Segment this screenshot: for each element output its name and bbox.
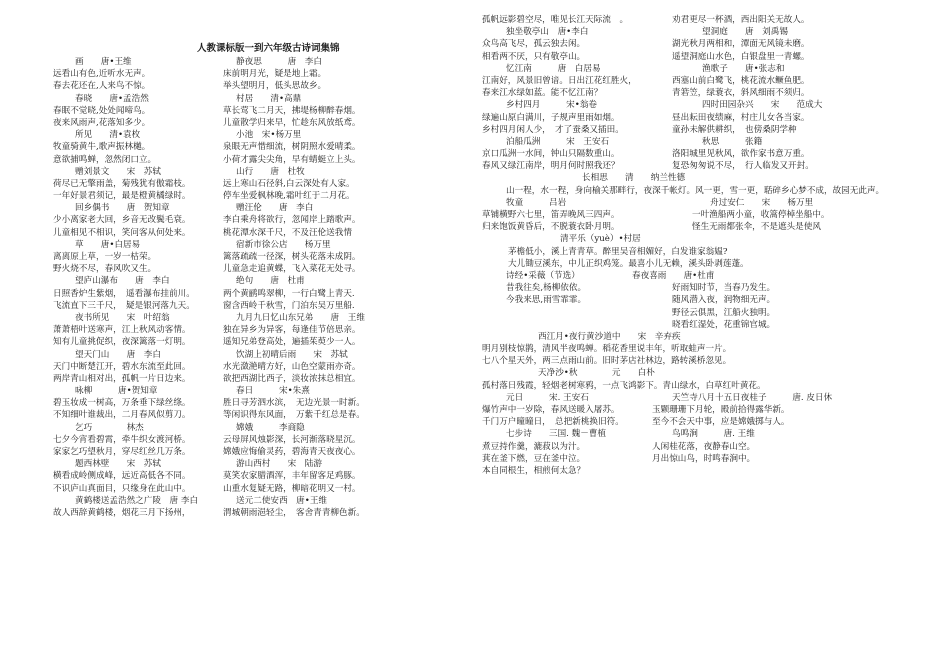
poem-line: [482, 160, 894, 172]
poem-text: 明月别枝惊鹊，清风半夜鸣蝉。稻花香里说丰年，听取蛙声一片。: [482, 344, 732, 355]
poem-text: 天净沙•秋 元 白朴: [538, 368, 655, 379]
poem-text-left: 昔我往矣,杨柳依依。: [506, 283, 587, 294]
poem-text-left: 诗经•采薇（节选）: [506, 270, 580, 281]
poem-text-left: 千门万户曈曈日， 总把新桃换旧符。: [482, 417, 624, 428]
poem-line: [53, 458, 440, 470]
poem-text-right: 望洞庭 唐 刘禹锡: [702, 27, 788, 38]
poem-line: [53, 105, 440, 117]
poem-text-left: 众鸟高飞尽，孤云独去闲。: [482, 39, 586, 50]
poem-text-left: 七步诗 三国. 魏－曹植: [506, 429, 606, 440]
poem-text-left: 爆竹声中一岁除，春风送暖入屠苏。: [482, 405, 620, 416]
poem-text-left: 儿童相见不相识，笑问客从何处来。: [53, 227, 191, 238]
poem-text-right: 草长莺飞二月天，拂堤杨柳醉春烟。: [223, 105, 361, 116]
poem-line: [482, 331, 894, 343]
poem-text-left: 萧萧梧叶送寒声，江上秋风动客情。: [53, 325, 191, 336]
poem-line: [53, 495, 440, 507]
poem-text-left: 春眠不觉晓,处处闻啼鸟。: [53, 105, 151, 116]
poem-line: [482, 124, 894, 136]
poem-line: [482, 14, 894, 26]
poem-text-right: 窗含西岭千秋雪，门泊东吴万里船.: [223, 300, 355, 311]
poem-line: [482, 172, 894, 184]
poem-text-left: 家家乞巧望秋月，穿尽红丝几万条。: [53, 447, 191, 457]
poem-text-right: 舟过安仁 宋 杨万里: [710, 197, 814, 208]
poem-text-right: 一叶渔船两小童，收篙停棹坐船中。: [692, 210, 830, 221]
poem-text: 孤村落日残霞，轻烟老树寒鸦，一点飞鸿影下。青山绿水，白草红叶黄花。: [482, 380, 766, 391]
poem-line: [53, 80, 440, 92]
poem-text-right: 秋思 张籍: [702, 136, 763, 147]
poem-line: [53, 178, 440, 190]
poem-text: 七八个星天外，两三点雨山前。旧时茅店社林边，路转溪桥忽见。: [482, 356, 732, 367]
poem-text-left: 黄鹤楼送孟浩然之广陵 唐 李白: [75, 495, 199, 506]
poem-line: [53, 300, 440, 312]
poem-text-left: 孤帆远影碧空尽，唯见长江天际流 。: [482, 15, 629, 25]
poem-line: [53, 56, 440, 68]
poem-text: 山一程，水一程，身向榆关那畔行，夜深千帐灯。风一更，雪一更，聒碎乡心梦不成，故园无此声。: [506, 185, 885, 196]
poem-text-right: 渔歌子 唐•张志和: [702, 63, 785, 74]
poem-text-right: 嫦娥应悔偷灵药，碧海青天夜夜心。: [223, 447, 361, 457]
poem-line: [53, 288, 440, 300]
poem-text: 西江月•夜行黄沙道中 宋 辛弃疾: [538, 331, 681, 342]
poem-line: [482, 416, 894, 428]
poem-line: [482, 99, 894, 111]
poem-line: [482, 38, 894, 50]
poem-line: [482, 380, 894, 392]
poem-text-left: 两岸青山相对出，孤帆一片日边来。: [53, 373, 191, 384]
poem-line: [53, 397, 440, 409]
poem-text-right: 月出惊山鸟，时鸣春涧中。: [652, 453, 756, 464]
poem-text-left: 知有儿童挑促织，夜深篱落一灯明。: [53, 337, 191, 348]
poem-line: [53, 117, 440, 129]
poem-text-left: 独坐敬亭山 唐•李白: [506, 27, 589, 38]
poem-text-right: 泉眼无声惜细流，树阴照水爱晴柔。: [223, 142, 361, 153]
poem-line: [482, 319, 894, 331]
poem-line: [482, 282, 894, 294]
poem-text-right: 好雨知时节，当春乃发生。: [672, 283, 776, 294]
poem-text-left: 春来江水绿如蓝。能不忆江南？: [482, 88, 603, 99]
right-column: [482, 14, 894, 477]
poem-text-left: 所见 清•袁枚: [75, 130, 141, 141]
poem-line: [53, 434, 440, 446]
poem-text-right: 两个黄鹂鸣翠柳，一行白鹭上青天.: [223, 288, 355, 299]
poem-line: [53, 275, 440, 287]
poem-text-right: 春夜喜雨 唐•杜甫: [632, 270, 715, 281]
poem-text-left: 望天门山 唐 李白: [75, 349, 161, 360]
poem-text-right: 渭城朝雨浥轻尘， 客舍青青柳色新。: [223, 507, 365, 518]
poem-line: [482, 367, 894, 379]
poem-text: 清平乐（yuè）•村居: [560, 234, 641, 245]
poem-text-right: 山行 唐 杜牧: [236, 166, 305, 177]
poem-text-right: 人闲桂花落，夜静春山空。: [652, 441, 756, 452]
poem-text-left: 乡村四月 宋•翁卷: [506, 100, 598, 111]
poem-line: [53, 68, 440, 80]
poem-paragraph: [482, 185, 894, 197]
poem-text-right: 莫笑农家腊酒浑，丰年留客足鸡豚。: [223, 471, 361, 482]
poem-line: [53, 251, 440, 263]
poem-text: 茅檐低小，溪上青青草。醉里吴音相媚好，白发谁家翁媪?: [508, 246, 728, 257]
poem-line: [53, 446, 440, 458]
poem-text-right: 至今不会天中事，应是嫦娥掷与人。: [652, 417, 790, 428]
poem-line: [482, 26, 894, 38]
poem-text-left: 春晓 唐•孟浩然: [75, 93, 149, 104]
poem-text-left: 野火烧不尽，春风吹又生。: [53, 264, 157, 275]
poem-line: [53, 324, 440, 336]
poem-text-right: 水光潋滟晴方好，山色空蒙雨亦奇。: [223, 361, 361, 372]
poem-text-right: 桃花潭水深千尺，不及汪伦送我情: [223, 227, 352, 238]
poem-line: [482, 197, 894, 209]
poem-line: [53, 227, 440, 239]
poem-line: [482, 63, 894, 75]
poem-line: [482, 294, 894, 306]
poem-text: 长相思 清 纳兰性德: [582, 173, 686, 184]
poem-text-right: 床前明月光，疑是地上霜。: [223, 69, 327, 80]
poem-line: [482, 453, 894, 465]
poem-text-right: 小池 宋•杨万里: [236, 130, 302, 141]
document-title: 人教课标版一到六年级古诗词集锦: [197, 43, 340, 54]
poem-line: [482, 441, 894, 453]
poem-text-right: 小荷才露尖尖角，早有蜻蜓立上头。: [223, 154, 361, 165]
poem-text-left: 望庐山瀑布 唐 李白: [75, 276, 170, 287]
left-column: [53, 56, 440, 519]
poem-text-left: 夜书所见 宋 叶绍翁: [75, 312, 170, 323]
poem-line: [482, 148, 894, 160]
poem-text-left: 一年好景君须记，最是橙黄橘绿时。: [53, 191, 191, 202]
poem-text-right: 儿童散学归来早，忙趁东风放纸鸢。: [223, 117, 361, 128]
poem-text-left: 萁在釜下燃，豆在釜中泣。: [482, 453, 586, 464]
poem-line: [482, 270, 894, 282]
poem-text-right: 饮湖上初晴后雨 宋 苏轼: [236, 349, 348, 360]
poem-text-right: 篱落疏疏一径深，树头花落未成阴。: [223, 252, 361, 262]
poem-line: [482, 75, 894, 87]
poem-text-right: 湖光秋月两相和，潭面无风镜未磨。: [672, 39, 810, 50]
poem-line: [53, 385, 440, 397]
poem-text-left: 相看两不厌，只有敬亭山。: [482, 51, 586, 62]
poem-text-left: 碧玉妆成一树高，万条垂下绿丝绦。: [53, 398, 191, 409]
poem-line: [53, 166, 440, 178]
poem-line: [53, 141, 440, 153]
poem-text-left: 归来饱饭黄昏后，不脱蓑衣卧月明。: [482, 222, 620, 233]
poem-text-right: 复恐匆匆说不尽， 行人临发又开封。: [672, 161, 814, 172]
poem-line: [53, 507, 440, 519]
poem-text-right: 野径云俱黑，江船火独明。: [672, 307, 776, 318]
poem-text-right: 云母屏风烛影深，长河渐落晓星沉。: [223, 434, 361, 445]
poem-line: [482, 355, 894, 367]
poem-text-left: 牧童骑黄牛,歌声振林樾。: [53, 142, 151, 153]
poem-text-left: 画 唐•王维: [75, 57, 132, 67]
poem-text-left: 煮豆持作羹，漉菽以为汁。: [482, 441, 586, 452]
poem-text-left: 春风又绿江南岸，明月何时照我还？: [482, 161, 620, 172]
poem-text-right: 春日 宋•朱熹: [236, 386, 310, 397]
poem-text-right: 静夜思 唐 李白: [236, 57, 322, 67]
poem-text-left: 今我来思,雨雪霏霏。: [506, 295, 587, 306]
poem-text-right: 洛阳城里见秋风，欲作家书意万重。: [672, 149, 810, 160]
poem-text-right: 山重水复疑无路，柳暗花明又一村。: [223, 483, 361, 494]
poem-text-right: 胜日寻芳泗水滨， 无边光景一时新。: [223, 398, 365, 409]
poem-text-left: 离离原上草，一岁一枯荣。: [53, 252, 157, 262]
poem-text-right: 欲把西湖比西子，淡妆浓抹总相宜。: [223, 373, 361, 384]
poem-text-right: 童孙未解供耕织， 也傍桑阴学种: [672, 124, 797, 135]
poem-line: [482, 392, 894, 404]
poem-line: [53, 336, 440, 348]
poem-text-left: 荷尽已无擎雨盖，菊残犹有傲霜枝。: [53, 178, 191, 189]
poem-line: [53, 422, 440, 434]
poem-line: [482, 307, 894, 319]
poem-text-left: 远看山有色,近听水无声。: [53, 69, 151, 80]
poem-text-right: 嫦娥 李商隐: [236, 422, 305, 433]
poem-text-right: 四时田园杂兴 宋 范成大: [702, 100, 823, 111]
poem-line: [53, 129, 440, 141]
poem-text-left: 乞巧 林杰: [75, 422, 144, 433]
poem-text-left: 飞流直下三千尺， 疑是银河落九天。: [53, 300, 195, 311]
poem-text-left: 绿遍山原白满川，子规声里雨如烟。: [482, 112, 620, 123]
poem-line: [482, 246, 894, 258]
poem-text-right: 举头望明月，低头思故乡。: [223, 81, 327, 92]
poem-text-left: 草铺横野六七里，笛弄晚风三四声。: [482, 210, 620, 221]
poem-text-right: 儿童急走追黄蝶，飞入菜花无处寻。: [223, 264, 361, 275]
poem-text-right: 怪生无雨都张伞，不是遮头是使风: [692, 222, 821, 233]
poem-line: [53, 312, 440, 324]
poem-text-right: 劝君更尽一杯酒，西出阳关无故人。: [672, 15, 810, 25]
poem-line: [53, 470, 440, 482]
poem-line: [482, 87, 894, 99]
poem-text-left: 日照香炉生紫烟， 遥看瀑布挂前川。: [53, 288, 195, 299]
poem-text-right: 游山西村 宋 陆游: [236, 459, 322, 470]
poem-text-left: 夜来风雨声,花落知多少。: [53, 117, 151, 128]
poem-line: [482, 233, 894, 245]
poem-line: [482, 112, 894, 124]
poem-text-left: 不知细叶谁裁出，二月春风似剪刀。: [53, 410, 191, 421]
poem-line: [53, 154, 440, 166]
poem-text-left: 乡村四月闲人少， 才了蚕桑又插田。: [482, 124, 624, 135]
poem-line: [53, 202, 440, 214]
poem-line: [482, 221, 894, 233]
poem-line: [53, 239, 440, 251]
poem-text-right: 远上寒山石径斜,白云深处有人家。: [223, 178, 355, 189]
poem-text-right: 李白乘舟将欲行，忽闻岸上踏歌声。: [223, 215, 361, 226]
poem-text-right: 村居 清•高鼎: [236, 93, 302, 104]
poem-text-left: 忆江南 唐 白居易: [506, 63, 601, 74]
poem-text-left: 题西林壁 宋 苏轼: [75, 459, 161, 470]
poem-line: [53, 190, 440, 202]
poem-text-right: 遥望洞庭山水色，白银盘里一青螺。: [672, 51, 810, 62]
poem-text-left: 京口瓜洲一水间，钟山只隔数重山。: [482, 149, 620, 160]
poem-text-left: 江南好，风景旧曾谙。日出江花红胜火，: [482, 75, 637, 86]
poem-text-right: 玉颗珊珊下月轮，殿前拾得露华新。: [652, 405, 790, 416]
poem-text-left: 赠刘景文 宋 苏轼: [75, 166, 161, 177]
poem-text-left: 回乡偶书 唐 贺知章: [75, 203, 170, 214]
poem-line: [482, 343, 894, 355]
poem-text-right: 等闲识得东风面， 万紫千红总是春。: [223, 410, 365, 421]
poem-text-right: 随风潜入夜，润物细无声。: [672, 295, 776, 306]
poem-line: [482, 258, 894, 270]
poem-line: [53, 373, 440, 385]
poem-line: [53, 93, 440, 105]
poem-line: [53, 263, 440, 275]
poem-text-right: 宿新市徐公店 杨万里: [236, 239, 331, 250]
poem-line: [53, 483, 440, 495]
poem-text: 大儿锄豆溪东，中儿正织鸡笼。最喜小儿无赖，溪头卧剥莲蓬。: [508, 258, 749, 269]
poem-text-right: 独在异乡为异客，每逢佳节倍思亲。: [223, 325, 361, 336]
poem-line: [53, 361, 440, 373]
poem-line: [53, 409, 440, 421]
poem-text-left: 咏柳 唐•贺知章: [75, 386, 158, 397]
poem-text-right: 赠汪伦 唐 李白: [236, 203, 314, 214]
poem-text-left: 元日 宋. 王安石: [506, 392, 589, 403]
poem-text-right: 停车坐爱枫林晚,霜叶红于二月花。: [223, 191, 355, 202]
poem-text-right: 遥知兄弟登高处，遍插茱萸少一人。: [223, 337, 361, 348]
poem-text-right: 昼出耘田夜绩麻，村庄儿女各当家。: [672, 112, 810, 123]
poem-text-left: 七夕今宵看碧霄，牵牛织女渡河桥。: [53, 434, 191, 445]
poem-text-left: 草 唐•白居易: [75, 239, 141, 250]
poem-line: [482, 428, 894, 440]
poem-text-left: 意欲捕鸣蝉，忽然闭口立。: [53, 154, 157, 165]
poem-text-left: 本自同根生，相煎何太急？: [482, 465, 586, 476]
poem-text-right: 天竺寺八月十五日夜桂子 唐. 皮日休: [672, 392, 833, 403]
poem-line: [53, 214, 440, 226]
poem-line: [482, 209, 894, 221]
poem-line: [482, 51, 894, 63]
poem-line: [482, 136, 894, 148]
poem-text-right: 青箬笠，绿蓑衣，斜风细雨不须归。: [672, 88, 810, 99]
poem-text-right: 西塞山前白鹭飞，桃花流水鳜鱼肥。: [672, 75, 810, 86]
poem-text-left: 横看成岭侧成峰，远近高低各不同。: [53, 471, 191, 482]
poem-text-left: 故人西辞黄鹤楼，烟花三月下扬州，: [53, 507, 191, 518]
poem-line: [482, 465, 894, 477]
poem-text-right: 送元二使安西 唐•王维: [236, 495, 328, 506]
poem-text-right: 绝句 唐 杜甫: [236, 276, 305, 287]
poem-line: [53, 349, 440, 361]
poem-text-left: 不识庐山真面目，只缘身在此山中。: [53, 483, 191, 494]
poem-text-left: 春去花还在,人来鸟不惊。: [53, 81, 151, 92]
poem-text-left: 天门中断楚江开，碧水东流至此回。: [53, 361, 191, 372]
poem-text-left: 少小离家老大回，乡音无改鬓毛衰。: [53, 215, 191, 226]
poem-text-right: 晓看红湿处，花重锦官城。: [672, 319, 776, 330]
poem-text-left: 泊船瓜洲 宋 王安石: [506, 136, 610, 147]
poem-line: [482, 404, 894, 416]
poem-text-right: 鸟鸣涧 唐. 王维: [672, 429, 755, 440]
poem-text-right: 九月九日忆山东兄弟 唐 王维: [236, 312, 365, 323]
poem-text-left: 牧童 吕岩: [506, 197, 567, 208]
